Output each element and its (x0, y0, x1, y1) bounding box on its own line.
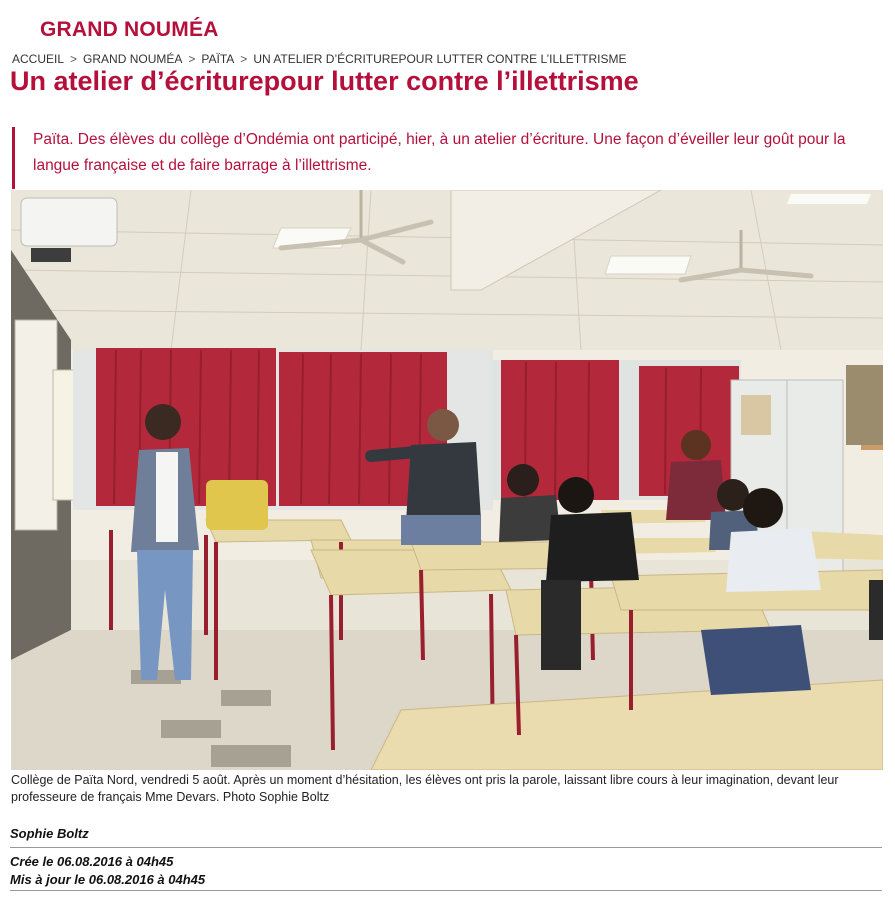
article-lead: Païta. Des élèves du collège d’Ondémia ont participé, hier, à un atelier d’écriture. Une façon d’éveiller leur goût pour la langue française et de faire barrage à l’illettrisme. (12, 127, 878, 189)
breadcrumb-current: UN ATELIER D’ÉCRITUREPOUR LUTTER CONTRE L’ILLETTRISME (253, 52, 627, 66)
article-title: Un atelier d’écriturepour lutter contre l’illettrisme (10, 66, 639, 96)
article-photo[interactable] (11, 190, 883, 770)
breadcrumb-grand-noumea-link[interactable]: GRAND NOUMÉA (83, 52, 183, 66)
section-title[interactable]: GRAND NOUMÉA (40, 18, 219, 41)
breadcrumb (12, 52, 626, 66)
updated-date: Mis à jour le 06.08.2016 à 04h45 (10, 872, 206, 887)
article-dates (10, 853, 205, 889)
article-author: Sophie Boltz (10, 826, 89, 841)
divider (10, 890, 882, 891)
photo-caption: Collège de Païta Nord, vendredi 5 août. Après un moment d’hésitation, les élèves ont pris la parole, laissant libre cours à leur imagination, devant leur professeure de français Mme Devars. Photo Sophie Boltz (11, 773, 839, 804)
breadcrumb-home-link[interactable]: ACCUEIL (12, 52, 65, 66)
breadcrumb-paita-link[interactable]: PAÏTA (201, 52, 235, 66)
divider (10, 847, 882, 848)
created-date: Crée le 06.08.2016 à 04h45 (10, 854, 174, 869)
breadcrumb-separator: > (70, 52, 78, 66)
classroom-photo-illustration (11, 190, 883, 770)
breadcrumb-separator: > (188, 52, 196, 66)
breadcrumb-separator: > (240, 52, 248, 66)
